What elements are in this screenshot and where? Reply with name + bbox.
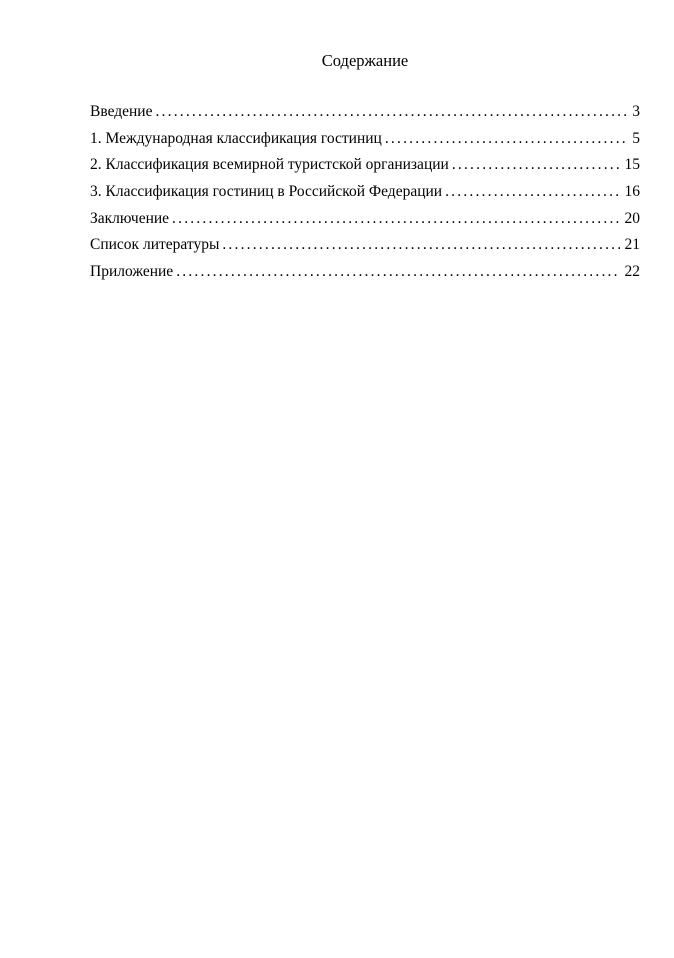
toc-entry-page-number: 5 bbox=[632, 129, 640, 147]
toc-entry-label: 1. Международная классификация гостиниц bbox=[90, 129, 382, 147]
toc-entry-page-number: 16 bbox=[624, 183, 640, 201]
toc-entry-page-number: 15 bbox=[624, 156, 640, 174]
toc-entry bbox=[90, 237, 640, 253]
toc-entry-page-number: 20 bbox=[624, 209, 640, 227]
toc-entry-label: 3. Классификация гостиниц в Российской Федерации bbox=[90, 183, 443, 201]
toc-dot-leader bbox=[176, 264, 619, 280]
toc-dot-leader bbox=[452, 157, 620, 173]
toc-dot-leader bbox=[222, 237, 619, 253]
toc-entry-page-number: 3 bbox=[632, 103, 640, 120]
toc-entry-label: Список литературы bbox=[90, 236, 220, 254]
toc-entry-label: Приложение bbox=[90, 263, 174, 281]
toc-entry-page-number: 21 bbox=[624, 236, 640, 254]
toc-entry bbox=[90, 184, 640, 200]
toc-entry-label: Заключение bbox=[90, 209, 170, 227]
toc-entry bbox=[90, 131, 640, 147]
toc-entry bbox=[90, 104, 640, 120]
toc-dot-leader bbox=[445, 184, 619, 200]
toc-entry-page-number: 22 bbox=[624, 263, 640, 281]
toc-dot-leader bbox=[172, 211, 619, 227]
toc-entry bbox=[90, 157, 640, 173]
toc-list bbox=[90, 104, 640, 280]
toc-dot-leader bbox=[385, 131, 627, 147]
toc-entry-label: Введение bbox=[90, 103, 153, 120]
toc-entry bbox=[90, 211, 640, 227]
toc-entry-label: 2. Классификация всемирной туристской организации bbox=[90, 156, 449, 174]
toc-title: Содержание bbox=[321, 51, 409, 70]
toc-dot-leader bbox=[155, 104, 627, 120]
toc-entry bbox=[90, 264, 640, 280]
